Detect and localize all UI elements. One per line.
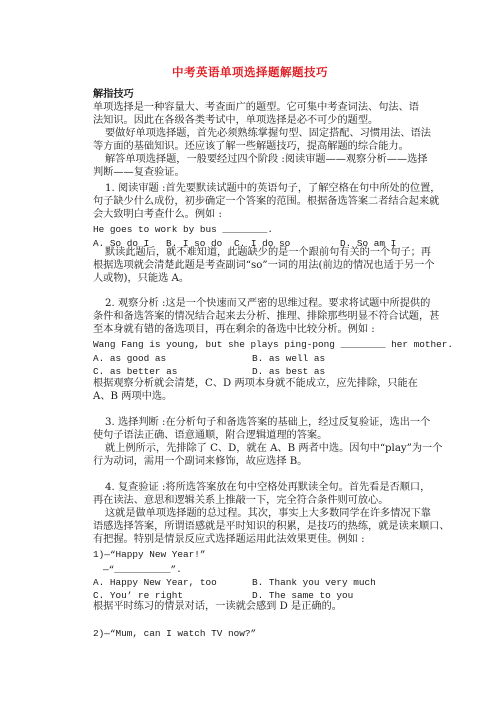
text-line: He goes to work by bus ________. <box>93 224 274 235</box>
text-line: —“__________”. <box>103 564 182 575</box>
answer-option: B. as well as <box>252 353 326 364</box>
text-line: 句子缺少什么成份，初步确定一个答案的范围。根据备选答案二者结合起来就 <box>93 196 440 207</box>
text-line: 4. 复查验证 :将所选答案放在句中空格处再默读全句。首先看是否顺口， <box>105 482 431 493</box>
text-line: 会大致明白考查什么。例如 : <box>93 209 222 220</box>
page-title: 中考英语单项选择题解题技巧 <box>172 65 328 79</box>
answer-option: B. Thank you very much <box>252 577 376 588</box>
text-line: 法知识。因此在各级各类考试中，单项选择是必不可少的题型。 <box>93 115 379 126</box>
section-heading: 解指技巧 <box>93 88 134 100</box>
text-line: 要做好单项选择题，首先必须熟练掌握句型、固定搭配、习惯用法、语法 <box>105 128 431 139</box>
text-line: 2. 观察分析 :这是一个快速而又严密的思维过程。要求将试题中所提供的 <box>105 298 431 309</box>
text-line: 再在读法、意思和逻辑关系上推敲一下，完全符合条件则可放心。 <box>93 495 389 506</box>
text-line: 使句子语法正确、语意通顺，附合逻辑道理的答案。 <box>93 430 328 441</box>
text-line: 行为动词，需用一个副词来修饰，故应选择 B。 <box>93 456 308 467</box>
text-line: 默读此题后，就不难知道，此题缺少的是一个跟前句有关的一个句子；再 <box>105 247 431 258</box>
answer-option: C. as better as <box>93 366 178 377</box>
answer-option: A. Happy New Year, too <box>93 577 217 588</box>
text-line: 语感选择答案，所谓语感就是平时知识的积累，是技巧的热练，就是读来顺口、 <box>93 521 450 532</box>
text-line: 条件和备选答案的情况结合起来去分析、推理、排除那些明显不符合试题，甚 <box>93 311 440 322</box>
text-line: 人或物)，只能选 A。 <box>93 273 190 284</box>
answer-option: D. as best as <box>252 366 326 377</box>
answer-option: D. The same to you <box>252 590 354 601</box>
text-line: 1. 阅读审题 :首先要默读试题中的英语句子，了解空格在句中所处的位置， <box>105 183 441 194</box>
text-line: 根据选项就会清楚此题是考查副词“so”一词的用法(前边的情况也适于另一个 <box>93 260 435 271</box>
answer-option: A. So do I <box>93 238 150 249</box>
text-line: A、B 两项中选。 <box>93 391 173 402</box>
answer-option: D. So am I <box>340 238 397 249</box>
answer-option: C. You’ re right <box>93 590 184 601</box>
text-line: 2)—“Mum, can I watch TV now?” <box>93 628 257 639</box>
text-line: 至本身就有错的备选项目，再在剩余的备选中比较分析。例如 : <box>93 324 375 335</box>
text-line: 解答单项选择题，一般要经过四个阶段 :阅读审题——观察分析——选择 <box>105 154 428 165</box>
text-line: 有把握。特别是情景反应式选择题运用此法效果更佳。例如 : <box>93 534 365 545</box>
text-line: 根据平时练习的情景对话，一读就会感到 D 是正确的。 <box>93 601 342 612</box>
text-line: 等方面的基础知识。还应该了解一些解题技巧，提高解题的综合能力。 <box>93 141 409 152</box>
text-line: 单项选择是一种容量大、考查面广的题型。它可集中考查词法、句法、语 <box>93 102 419 113</box>
text-line: 就上例所示，先排除了 C、D，就在 A、B 两者中选。因句中“play”为一个 <box>105 443 443 454</box>
answer-option: C. I do so <box>234 238 291 249</box>
text-line: 1)—“Happy New Year!” <box>93 549 206 560</box>
text-line: 根据观察分析就会清楚，C、D 两项本身就不能成立，应先排除，只能在 <box>93 378 418 389</box>
text-line: 3. 选择判断 :在分析句子和备选答案的基础上，经过反复验证，选出一个 <box>105 417 431 428</box>
text-line: 判断——复查验证。 <box>93 167 185 178</box>
answer-option: B. I so do <box>166 238 223 249</box>
answer-option: A. as good as <box>93 353 167 364</box>
text-line: 这就是做单项选择题的总过程。其次，事实上大多数同学在许多情况下靠 <box>105 508 431 519</box>
text-line: Wang Fang is young, but she plays ping-pong ________ her mother. <box>93 339 454 350</box>
